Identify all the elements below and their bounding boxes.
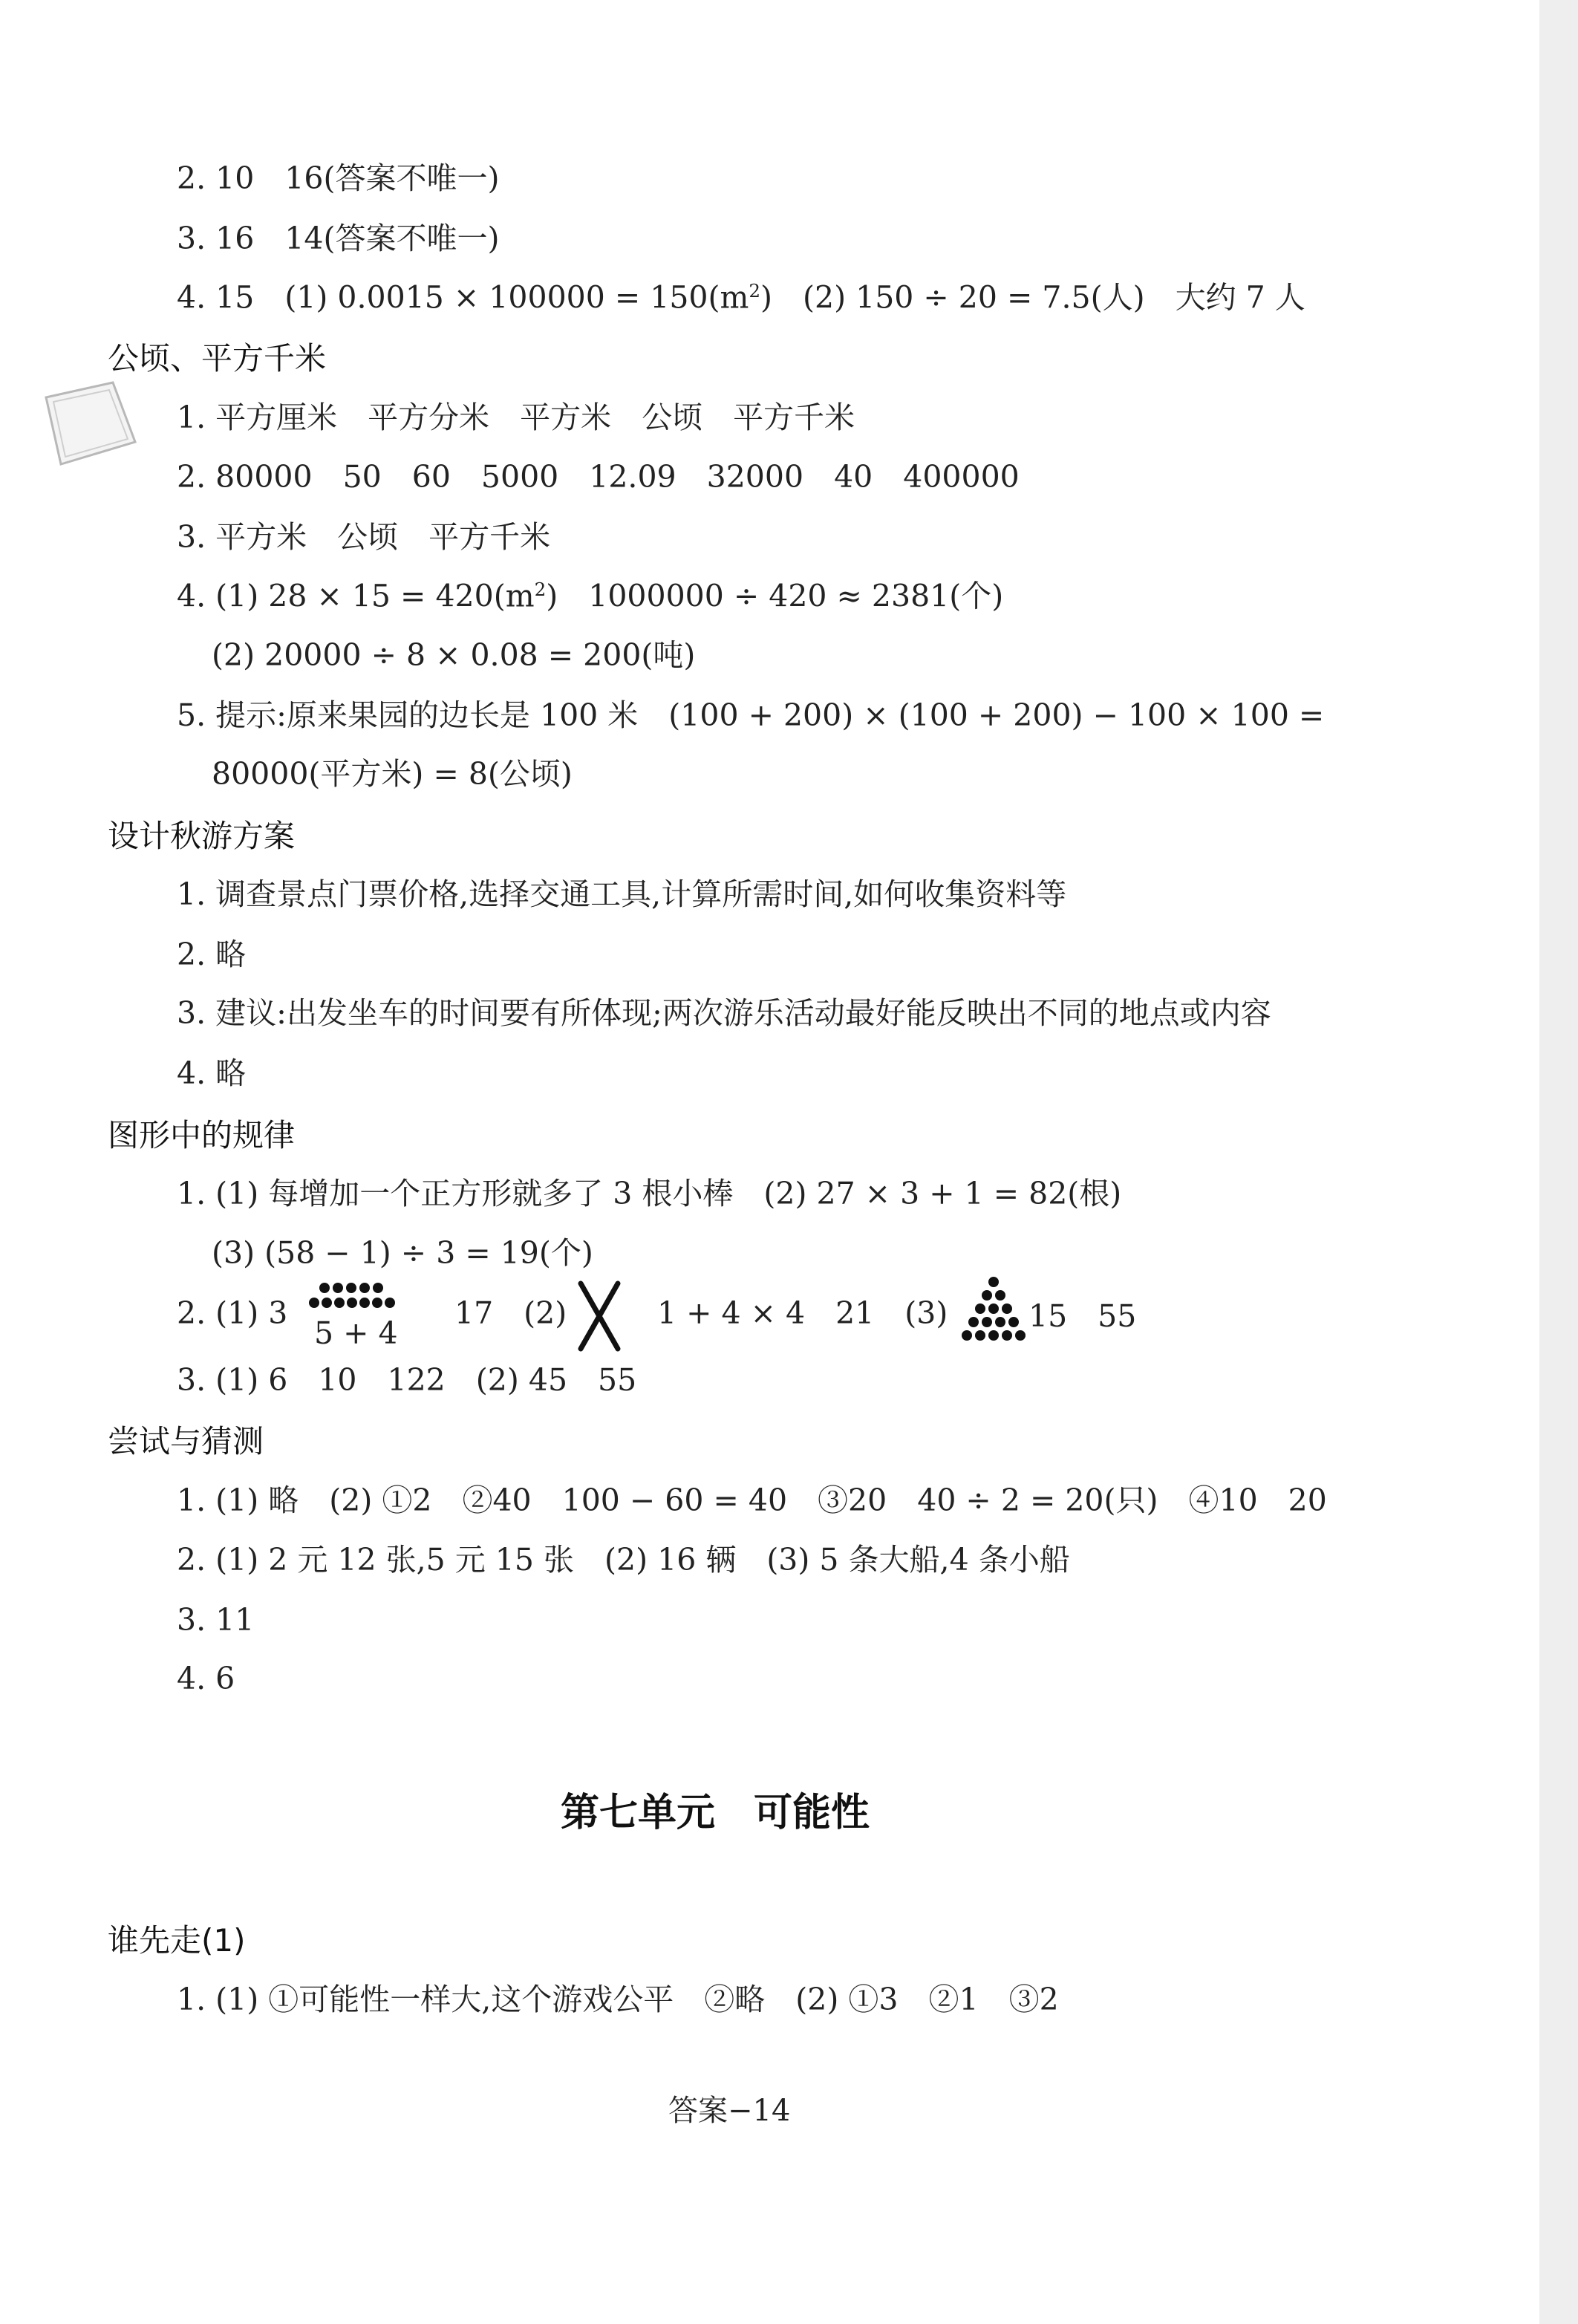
answer-line: 1. (1) ①可能性一样大,这个游戏公平 ②略 (2) ①3 ②1 ③2 [177,1982,1059,2017]
unit-title: 第七单元 可能性 [561,1791,870,1835]
x-pattern-icon [573,1279,625,1353]
answer-line: 4. (1) $28 \times 15 = 420(m^2)$ 1000000 ÷ 420 ≈ 2381(个) [177,578,1004,614]
answer-line: 5. 提示:原来果园的边长是 100 米 (100 + 200) × (100 + 200) − 100 × 100 = [177,697,1325,733]
answer-line: 3. 建议:出发坐车的时间要有所体现;两次游乐活动最好能反映出不同的地点或内容 [177,995,1271,1031]
answer-line: 1. (1) 略 (2) ①2 ②40 100 − 60 = 40 ③20 40 ÷ 2 = 20(只) ④10 20 [177,1482,1327,1518]
dot-pattern-icon [308,1281,401,1311]
page-number: 答案−14 [668,2094,791,2128]
answer-line: 1. (1) 每增加一个正方形就多了 3 根小棒 (2) 27 × 3 + 1 = 82(根) [177,1176,1122,1211]
section-heading: 尝试与猜测 [108,1423,264,1459]
answer-line: 4. 15 (1) $0.0015 \times 100000 = 150(m^2)$ (2) 150 ÷ 20 = 7.5(人) 大约 7 人 [177,279,1305,316]
answer-line: 4. 略 [177,1055,247,1091]
answer-line: 1 + 4 × 4 21 (3) [657,1295,948,1331]
page-edge-shade [1539,0,1578,2324]
section-heading: 设计秋游方案 [108,818,296,854]
answer-line: 3. (1) 6 10 122 (2) 45 55 [177,1362,637,1398]
answer-line: 17 (2) [454,1295,567,1331]
answer-line: 2. (1) 3 [177,1295,288,1331]
answer-line: 2. 80000 50 60 5000 12.09 32000 40 400000 [177,459,1020,495]
answer-line: 15 55 [1028,1298,1137,1334]
answer-line: 80000(平方米) = 8(公顷) [212,756,573,792]
answer-line: (3) (58 − 1) ÷ 3 = 19(个) [212,1235,593,1271]
answer-line: (2) 20000 ÷ 8 × 0.08 = 200(吨) [212,637,696,673]
answer-line: 1. 平方厘米 平方分米 平方米 公顷 平方千米 [177,400,855,435]
answer-line: 2. 略 [177,937,247,972]
answer-line: 1. 调查景点门票价格,选择交通工具,计算所需时间,如何收集资料等 [177,876,1067,912]
triangle-dot-pattern-icon [956,1276,1031,1341]
answer-line: 2. (1) 2 元 12 张,5 元 15 张 (2) 16 辆 (3) 5 条大船,4 条小船 [177,1542,1070,1578]
section-heading: 图形中的规律 [108,1117,296,1153]
watermark-stamp-icon [31,375,141,472]
pattern-caption: 5 + 4 [314,1315,398,1351]
answer-line: 3. 16 14(答案不唯一) [177,221,500,256]
section-heading: 谁先走(1) [108,1922,246,1959]
section-heading: 公顷、平方千米 [108,340,327,377]
answer-line: 3. 平方米 公顷 平方千米 [177,519,551,555]
answer-line: 2. 10 16(答案不唯一) [177,160,500,196]
answer-line: 4. 6 [177,1661,235,1696]
answer-line: 3. 11 [177,1602,255,1638]
